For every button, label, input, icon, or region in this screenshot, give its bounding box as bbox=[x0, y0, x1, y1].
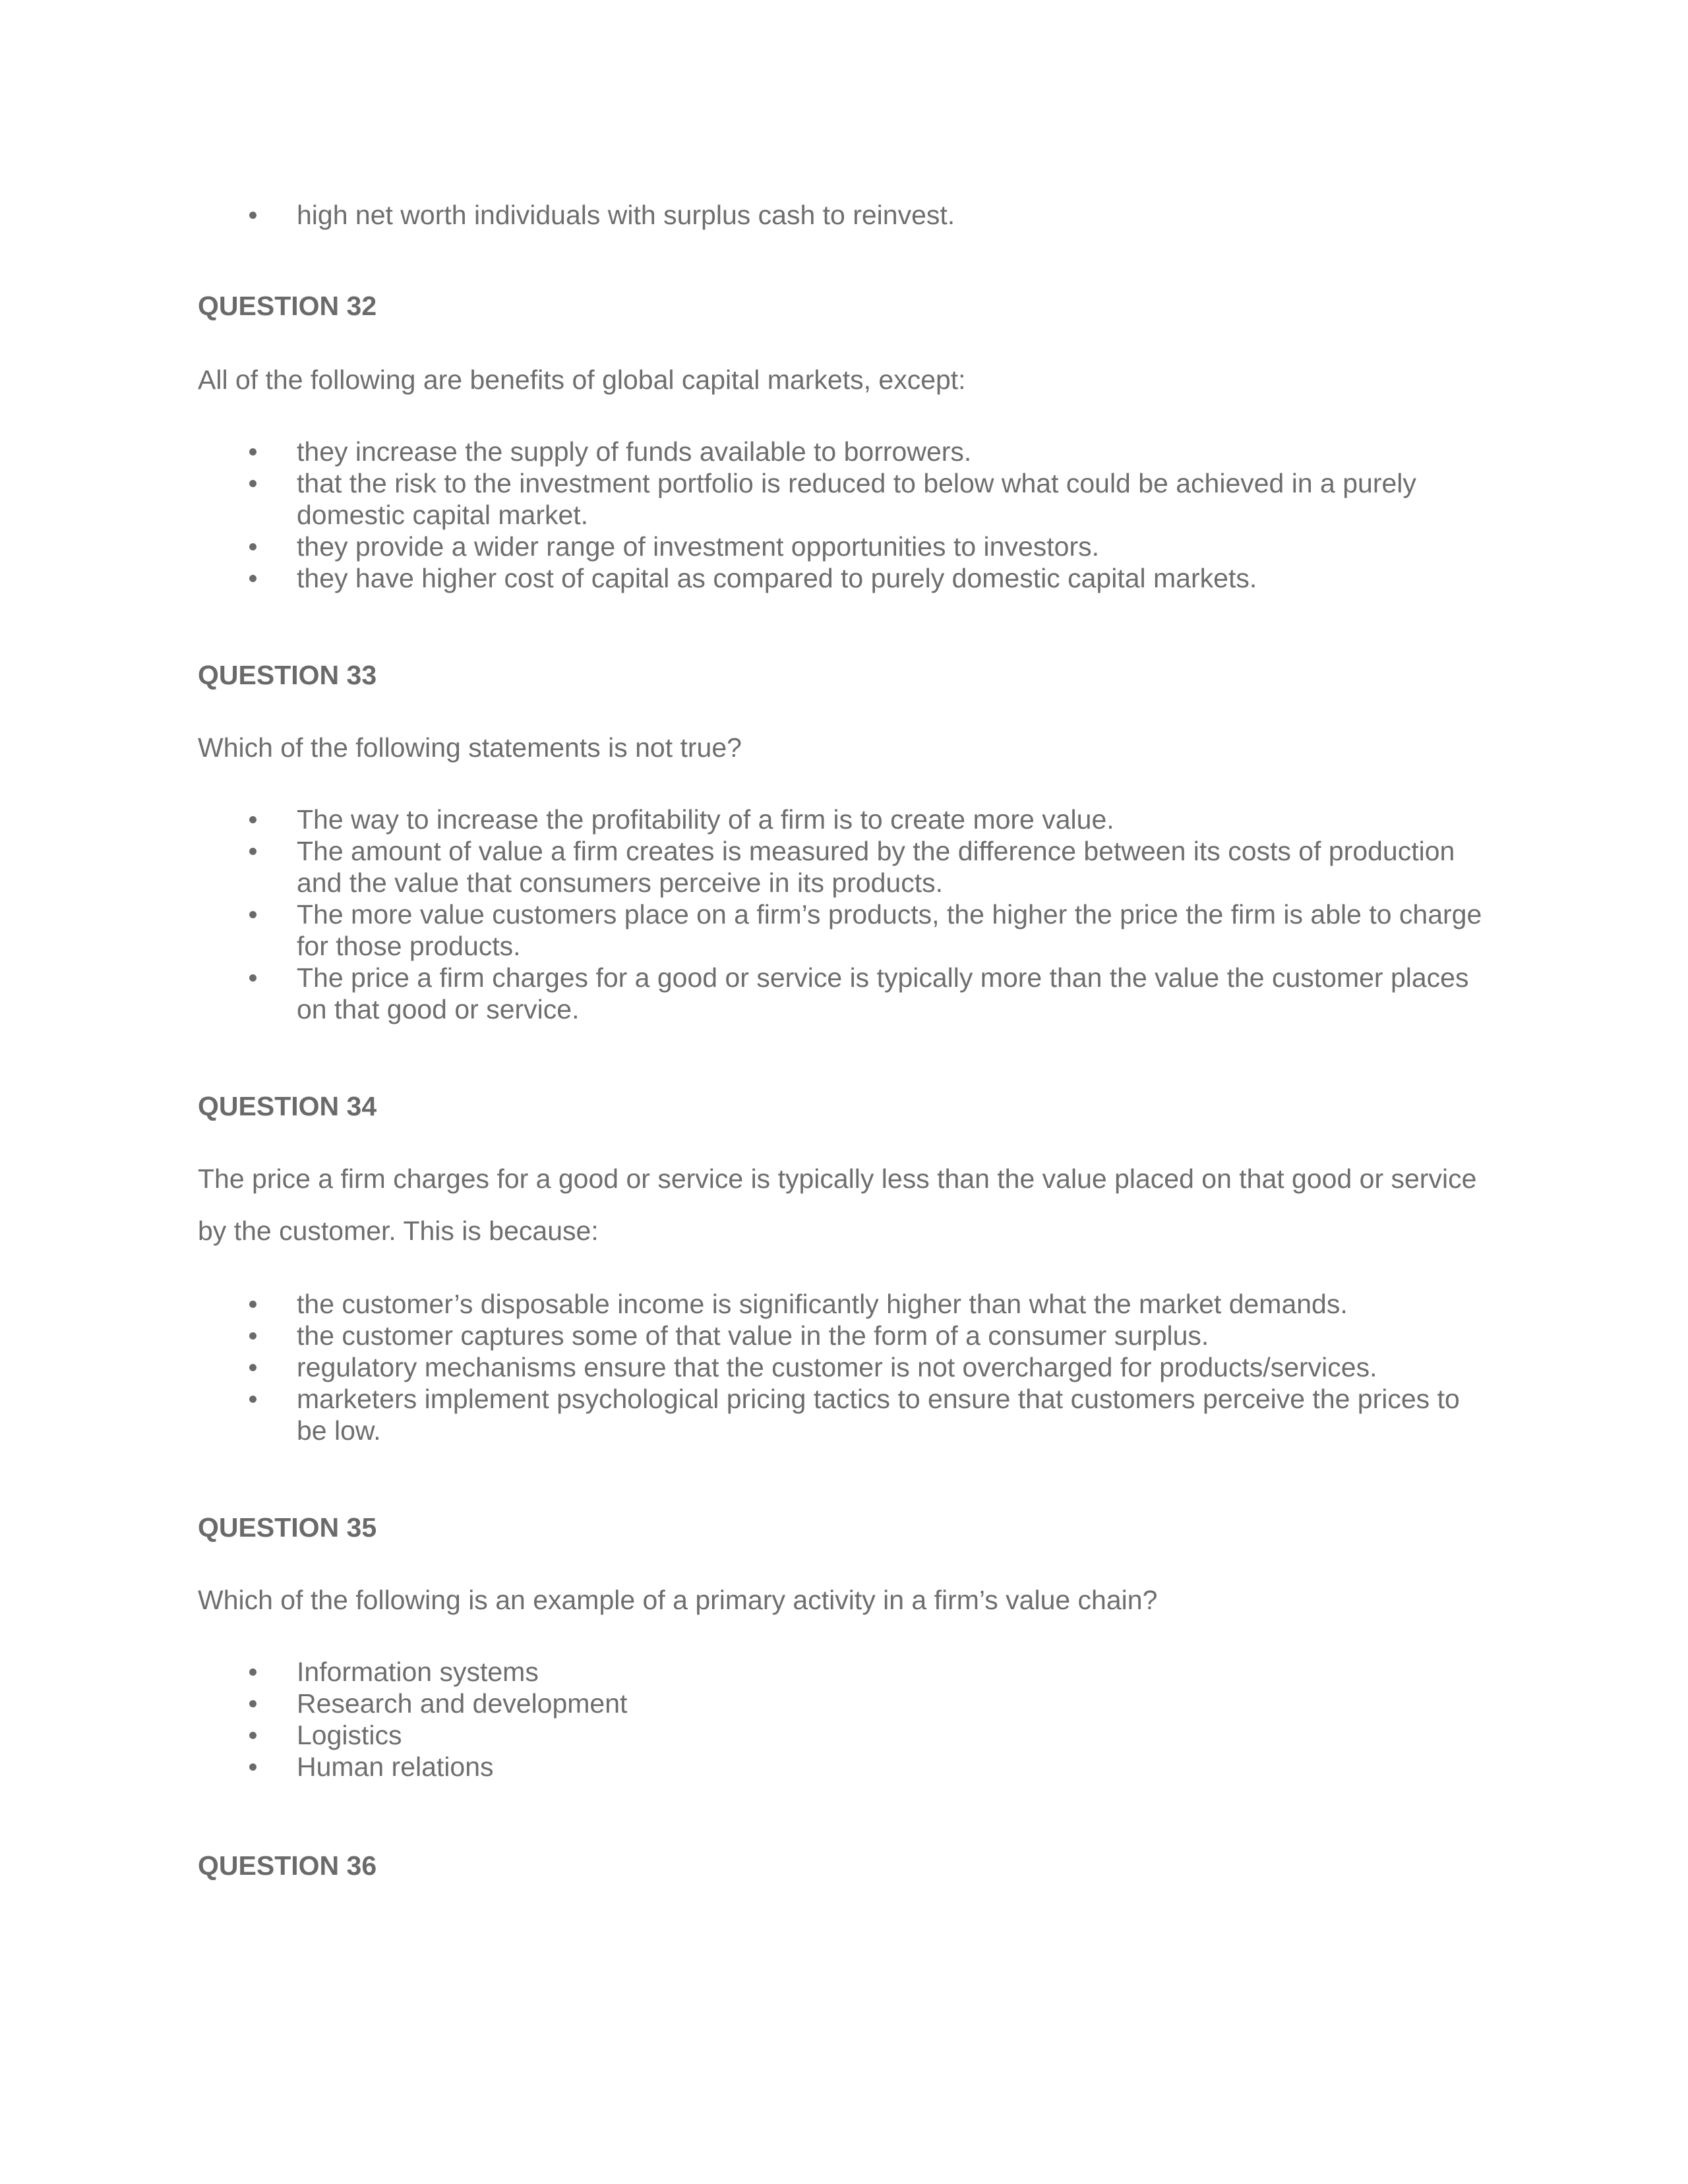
question-35-text-block bbox=[198, 1584, 1490, 1616]
question-text: The price a firm charges for a good or service is typically less than the value placed on that good or service by the customer. This is because: bbox=[198, 1164, 1477, 1246]
option-item: marketers implement psychological pricing tactics to ensure that customers perceive the prices to be low. bbox=[198, 1383, 1490, 1446]
option-item: the customer captures some of that value in the form of a consumer surplus. bbox=[198, 1320, 1490, 1351]
question-heading: QUESTION 35 bbox=[198, 1512, 377, 1543]
option-item: Research and development bbox=[198, 1688, 1490, 1719]
question-heading: QUESTION 32 bbox=[198, 291, 377, 321]
question-34-text-block bbox=[198, 1153, 1490, 1257]
question-33-text-block bbox=[198, 732, 1490, 763]
option-item: Information systems bbox=[198, 1656, 1490, 1688]
option-item: The way to increase the profitability of a firm is to create more value. bbox=[198, 804, 1490, 835]
option-list bbox=[198, 804, 1490, 1025]
question-32-heading-block bbox=[198, 290, 1490, 322]
question-34-heading-block bbox=[198, 1090, 1490, 1122]
question-heading: QUESTION 36 bbox=[198, 1850, 377, 1881]
question-text: All of the following are benefits of global capital markets, except: bbox=[198, 365, 966, 395]
option-item: The more value customers place on a firm’s products, the higher the price the firm is able to charge for those products. bbox=[198, 899, 1490, 962]
option-item: Logistics bbox=[198, 1719, 1490, 1751]
question-35-options bbox=[198, 1656, 1490, 1783]
question-text: Which of the following statements is not true? bbox=[198, 732, 742, 763]
option-item: they provide a wider range of investment opportunities to investors. bbox=[198, 531, 1490, 562]
option-list bbox=[198, 1656, 1490, 1783]
question-33-heading-block bbox=[198, 659, 1490, 691]
option-item: The price a firm charges for a good or service is typically more than the value the customer places on that good or service. bbox=[198, 962, 1490, 1025]
option-item: they increase the supply of funds available to borrowers. bbox=[198, 436, 1490, 467]
option-item: the customer’s disposable income is significantly higher than what the market demands. bbox=[198, 1288, 1490, 1320]
question-32-options bbox=[198, 436, 1490, 594]
question-heading: QUESTION 34 bbox=[198, 1091, 377, 1121]
option-item: they have higher cost of capital as compared to purely domestic capital markets. bbox=[198, 562, 1490, 594]
question-36-heading-block bbox=[198, 1850, 1490, 1881]
previous-question-options bbox=[198, 199, 1490, 231]
question-35-heading-block bbox=[198, 1512, 1490, 1543]
option-list bbox=[198, 199, 1490, 231]
question-heading: QUESTION 33 bbox=[198, 660, 377, 690]
option-item: Human relations bbox=[198, 1751, 1490, 1783]
option-item: regulatory mechanisms ensure that the customer is not overcharged for products/services. bbox=[198, 1351, 1490, 1383]
option-list bbox=[198, 436, 1490, 594]
question-text: Which of the following is an example of a primary activity in a firm’s value chain? bbox=[198, 1585, 1158, 1615]
option-list bbox=[198, 1288, 1490, 1446]
option-item: high net worth individuals with surplus cash to reinvest. bbox=[198, 199, 1490, 231]
option-item: The amount of value a firm creates is measured by the difference between its costs of production and the value that consumers perceive in its products. bbox=[198, 835, 1490, 899]
question-33-options bbox=[198, 804, 1490, 1025]
option-item: that the risk to the investment portfolio is reduced to below what could be achieved in a purely domestic capital market. bbox=[198, 467, 1490, 531]
question-34-options bbox=[198, 1288, 1490, 1446]
question-32-text-block bbox=[198, 364, 1490, 396]
